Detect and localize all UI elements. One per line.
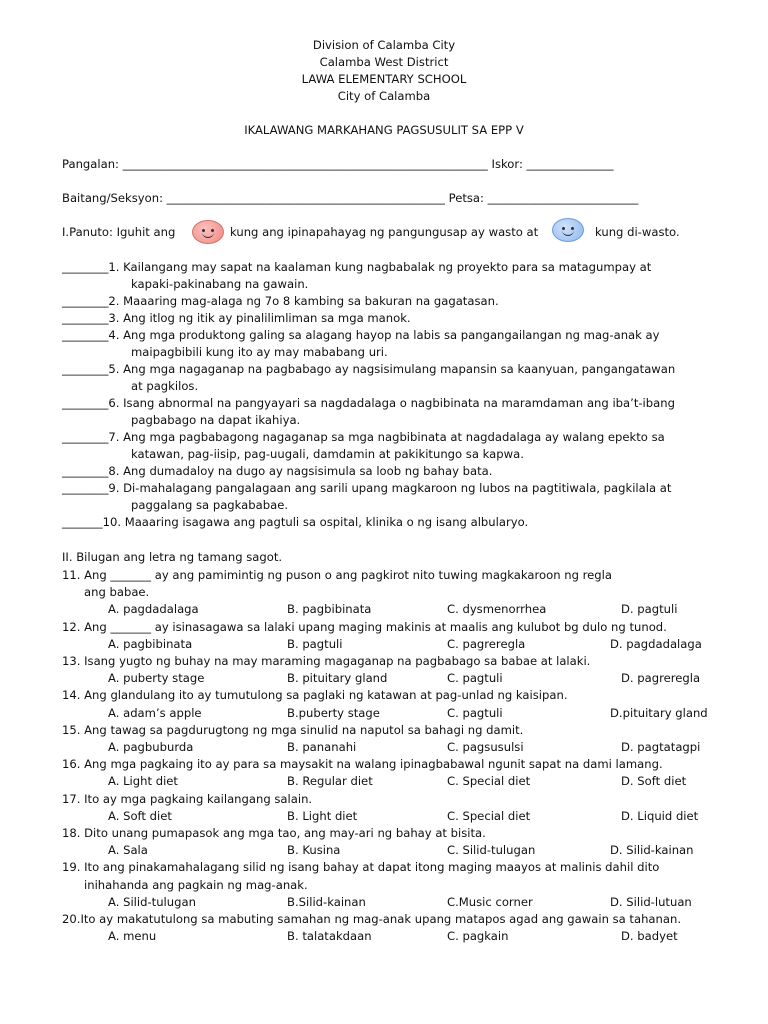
option-a-q18: A. Sala <box>108 843 148 858</box>
question-19: 19. Ito ang pinakamahalagang silid ng isang bahay at dapat itong maging maayos at malinis dahil dito <box>62 860 660 875</box>
option-a-q15: A. pagbuburda <box>108 740 194 754</box>
division-line: Division of Calamba City <box>312 38 456 52</box>
question-15: 15. Ang tawag sa pagdurugtong ng mga sinulid na naputol sa bahagi ng damit. <box>62 722 524 737</box>
option-d-q19: D. Silid-lutuan <box>610 894 692 909</box>
question-19-continuation: inihahanda ang pagkain ng mag-anak. <box>84 877 308 892</box>
option-d-q11: D. pagtuli <box>621 602 678 617</box>
item-7: ________7. Ang mga pagbabagong nagaganap sa mga nagbibinata at nagdadalaga ay walang epekto sa <box>62 430 665 444</box>
item-6-continuation: pagbabago na dapat ikahiya. <box>131 413 301 427</box>
question-20: 20.Ito ay makatutulong sa mabuting samahan ng mag-anak upang matapos agad ang gawain sa tahanan. <box>62 912 682 926</box>
option-c-q14: C. pagtuli <box>447 705 503 720</box>
item-2: ________2. Maaaring mag-alaga ng 7o 8 kambing sa bakuran na gagatasan. <box>62 294 499 308</box>
option-a-q20: A. menu <box>108 929 157 944</box>
option-a-q16: A. Light diet <box>108 774 178 789</box>
question-18: 18. Dito unang pumapasok ang mga tao, ang may-ari ng bahay at bisita. <box>62 826 486 840</box>
option-c-q11: C. dysmenorrhea <box>447 602 547 617</box>
district-line: Calamba West District <box>319 55 449 69</box>
item-10: _______10. Maaaring isagawa ang pagtuli sa ospital, klinika o ng isang albularyo. <box>62 515 529 529</box>
option-c-q16: C. Special diet <box>447 774 531 789</box>
option-d-q14: D.pituitary gland <box>610 705 708 720</box>
part2-instruction: II. Bilugan ang letra ng tamang sagot. <box>62 550 283 564</box>
option-b-q20: B. talatakdaan <box>287 929 372 944</box>
item-6: ________6. Isang abnormal na pangyayari sa nagdadalaga o nagbibinata na maramdaman ang iba’t-ibang <box>62 396 675 410</box>
question-12: 12. Ang _______ ay isinasagawa sa lalaki upang maging makinis at maalis ang kulubot bg dulo ng tunod. <box>62 619 667 634</box>
school-name: LAWA ELEMENTARY SCHOOL <box>301 72 467 86</box>
item-8: ________8. Ang dumadaloy na dugo ay nagsisimula sa loob ng bahay bata. <box>62 464 493 478</box>
option-a-q17: A. Soft diet <box>108 808 172 823</box>
part1-instruction-middle: kung ang ipinapahayag ng pangungusap ay wasto at <box>230 225 539 239</box>
option-c-q15: C. pagsusulsi <box>447 740 524 754</box>
part1-instruction-start: I.Panuto: Iguhit ang <box>62 225 176 239</box>
question-11: 11. Ang _______ ay ang pamimintig ng puson o ang pagkirot nito tuwing magkakaroon ng regla <box>62 568 612 582</box>
option-b-q11: B. pagbibinata <box>287 602 372 617</box>
item-4: ________4. Ang mga produktong galing sa alagang hayop na labis sa pangangailangan ng mag-anak ay <box>62 328 660 342</box>
option-a-q12: A. pagbibinata <box>108 636 193 651</box>
part1-instruction-end: kung di-wasto. <box>595 225 680 239</box>
question-17: 17. Ito ay mga pagkaing kailangang salain. <box>62 791 313 806</box>
option-d-q12: D. pagdadalaga <box>610 636 702 651</box>
option-a-q19: A. Silid-tulugan <box>108 894 196 909</box>
option-b-q14: B.puberty stage <box>287 705 380 720</box>
name-score-field: Pangalan: _______________________________________________________________ Iskor: _______________ <box>62 157 614 171</box>
option-b-q16: B. Regular diet <box>287 774 373 789</box>
option-b-q13: B. pituitary gland <box>287 671 388 686</box>
red-smiley-icon <box>192 220 224 244</box>
option-a-q11: A. pagdadalaga <box>108 602 199 617</box>
option-d-q15: D. pagtatagpi <box>621 740 701 754</box>
option-d-q18: D. Silid-kainan <box>610 843 694 858</box>
item-3: ________3. Ang itlog ng itik ay pinalilimliman sa mga manok. <box>62 311 411 325</box>
item-9-continuation: paggalang sa pagkababae. <box>131 498 289 512</box>
option-c-q13: C. pagtuli <box>447 671 503 686</box>
option-c-q17: C. Special diet <box>447 808 531 823</box>
item-1: ________1. Kailangang may sapat na kaalaman kung nagbabalak ng proyekto para sa matagumpay at <box>62 260 652 274</box>
option-d-q13: D. pagreregla <box>621 671 701 686</box>
blue-smiley-icon <box>552 218 584 242</box>
option-b-q15: B. pananahi <box>287 740 357 754</box>
option-c-q20: C. pagkain <box>447 929 509 944</box>
item-7-continuation: katawan, pag-iisip, pag-uugali, damdamin at pakikitungo sa kapwa. <box>131 447 524 461</box>
option-b-q18: B. Kusina <box>287 843 341 858</box>
item-9: ________9. Di-mahalagang pangalagaan ang sarili upang magkaroon ng lubos na pagtitiwala, pagkilala at <box>62 481 672 495</box>
option-b-q19: B.Silid-kainan <box>287 894 366 909</box>
item-4-continuation: maipagbibili kung ito ay may mababang uri. <box>131 345 388 359</box>
option-c-q18: C. Silid-tulugan <box>447 843 536 858</box>
city-line: City of Calamba <box>337 89 431 103</box>
item-5-continuation: at pagkilos. <box>131 379 199 393</box>
question-16: 16. Ang mga pagkaing ito ay para sa maysakit na walang ipinagbabawal ngunit sapat na dami lamang. <box>62 757 663 772</box>
option-d-q20: D. badyet <box>621 929 678 944</box>
option-d-q16: D. Soft diet <box>621 774 687 789</box>
section-date-field: Baitang/Seksyon: ________________________________________________ Petsa: __________________________ <box>62 191 639 205</box>
option-d-q17: D. Liquid diet <box>621 808 699 823</box>
option-b-q12: B. pagtuli <box>287 636 343 651</box>
option-a-q14: A. adam’s apple <box>108 705 202 720</box>
item-1-continuation: kapaki-pakinabang na gawain. <box>131 277 309 291</box>
option-c-q12: C. pagreregla <box>447 636 526 651</box>
question-11-continuation: ang babae. <box>84 585 150 600</box>
item-5: ________5. Ang mga nagaganap na pagbabago ay nagsisimulang mapansin sa kaanyuan, pangangatawan <box>62 362 676 376</box>
question-13: 13. Isang yugto ng buhay na may maraming magaganap na pagbabago sa babae at lalaki. <box>62 654 591 668</box>
option-b-q17: B. Light diet <box>287 808 358 823</box>
exam-title: IKALAWANG MARKAHANG PAGSUSULIT SA EPP V <box>244 123 524 137</box>
option-a-q13: A. puberty stage <box>108 671 205 686</box>
question-14: 14. Ang glandulang ito ay tumutulong sa paglaki ng katawan at pag-unlad ng kaisipan. <box>62 688 568 703</box>
option-c-q19: C.Music corner <box>447 894 533 909</box>
